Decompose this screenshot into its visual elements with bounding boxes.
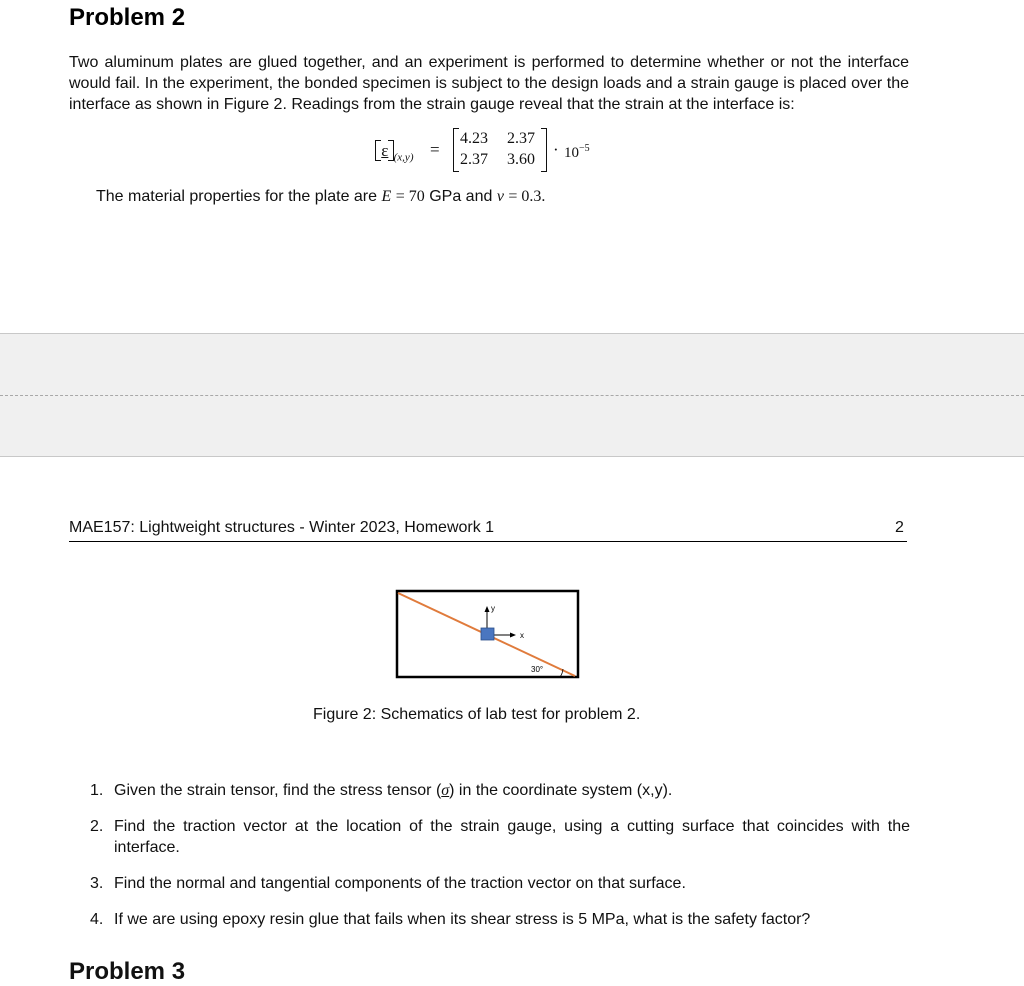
equals-sign: = <box>430 140 440 159</box>
list-item: 2. Find the traction vector at the location of the strain gauge, using a cutting surface that coincides with the interface. <box>90 818 910 856</box>
matrix-cell: 2.37 <box>460 151 488 168</box>
figure-caption: Figure 2: Schematics of lab test for problem 2. <box>313 706 641 723</box>
scale-factor: $10^{-5}$ <box>564 143 590 161</box>
task-list <box>90 780 910 930</box>
next-problem-title: Problem 3 <box>69 958 186 985</box>
matrix-cell: 4.23 <box>460 130 488 147</box>
lab-test-figure <box>395 589 581 681</box>
list-item: 4. If we are using epoxy resin glue that fails when its shear stress is 5 MPa, what is the safety factor? <box>90 911 811 928</box>
problem-title: Problem 2 <box>69 4 186 31</box>
list-item: 3. Find the normal and tangential components of the traction vector on that surface. <box>90 875 686 892</box>
page-number: 2 <box>895 519 904 536</box>
strain-lhs: ε $_{(x,y)}$ <box>375 141 413 163</box>
problem-intro: Two aluminum plates are glued together, and an experiment is performed to determine whether or not the interface would fail. In the experiment, the bonded specimen is subject to the design loads and a strain gauge is placed over the interface as shown in Figure 2. Readings from the strain gauge reveal that the strain at the interface is: <box>69 54 909 113</box>
strain-matrix <box>453 128 547 172</box>
strain-gauge <box>481 628 494 640</box>
multiply-dot: · <box>553 140 559 159</box>
matrix-cell: 2.37 <box>507 130 535 147</box>
matrix-cell: 3.60 <box>507 151 535 168</box>
x-axis-label: x <box>520 631 524 640</box>
strain-equation <box>375 126 655 176</box>
material-properties: The material properties for the plate are E = 70 GPa and ν = 0.3. <box>96 188 546 205</box>
page-break-line <box>0 395 1024 396</box>
y-axis-label: y <box>491 604 495 613</box>
angle-label: 30° <box>531 665 544 674</box>
header-rule <box>69 541 907 542</box>
running-header: MAE157: Lightweight structures - Winter 2023, Homework 1 <box>69 519 495 536</box>
list-item: 1. Given the strain tensor, find the stress tensor (σ) in the coordinate system (x,y). <box>90 782 673 799</box>
